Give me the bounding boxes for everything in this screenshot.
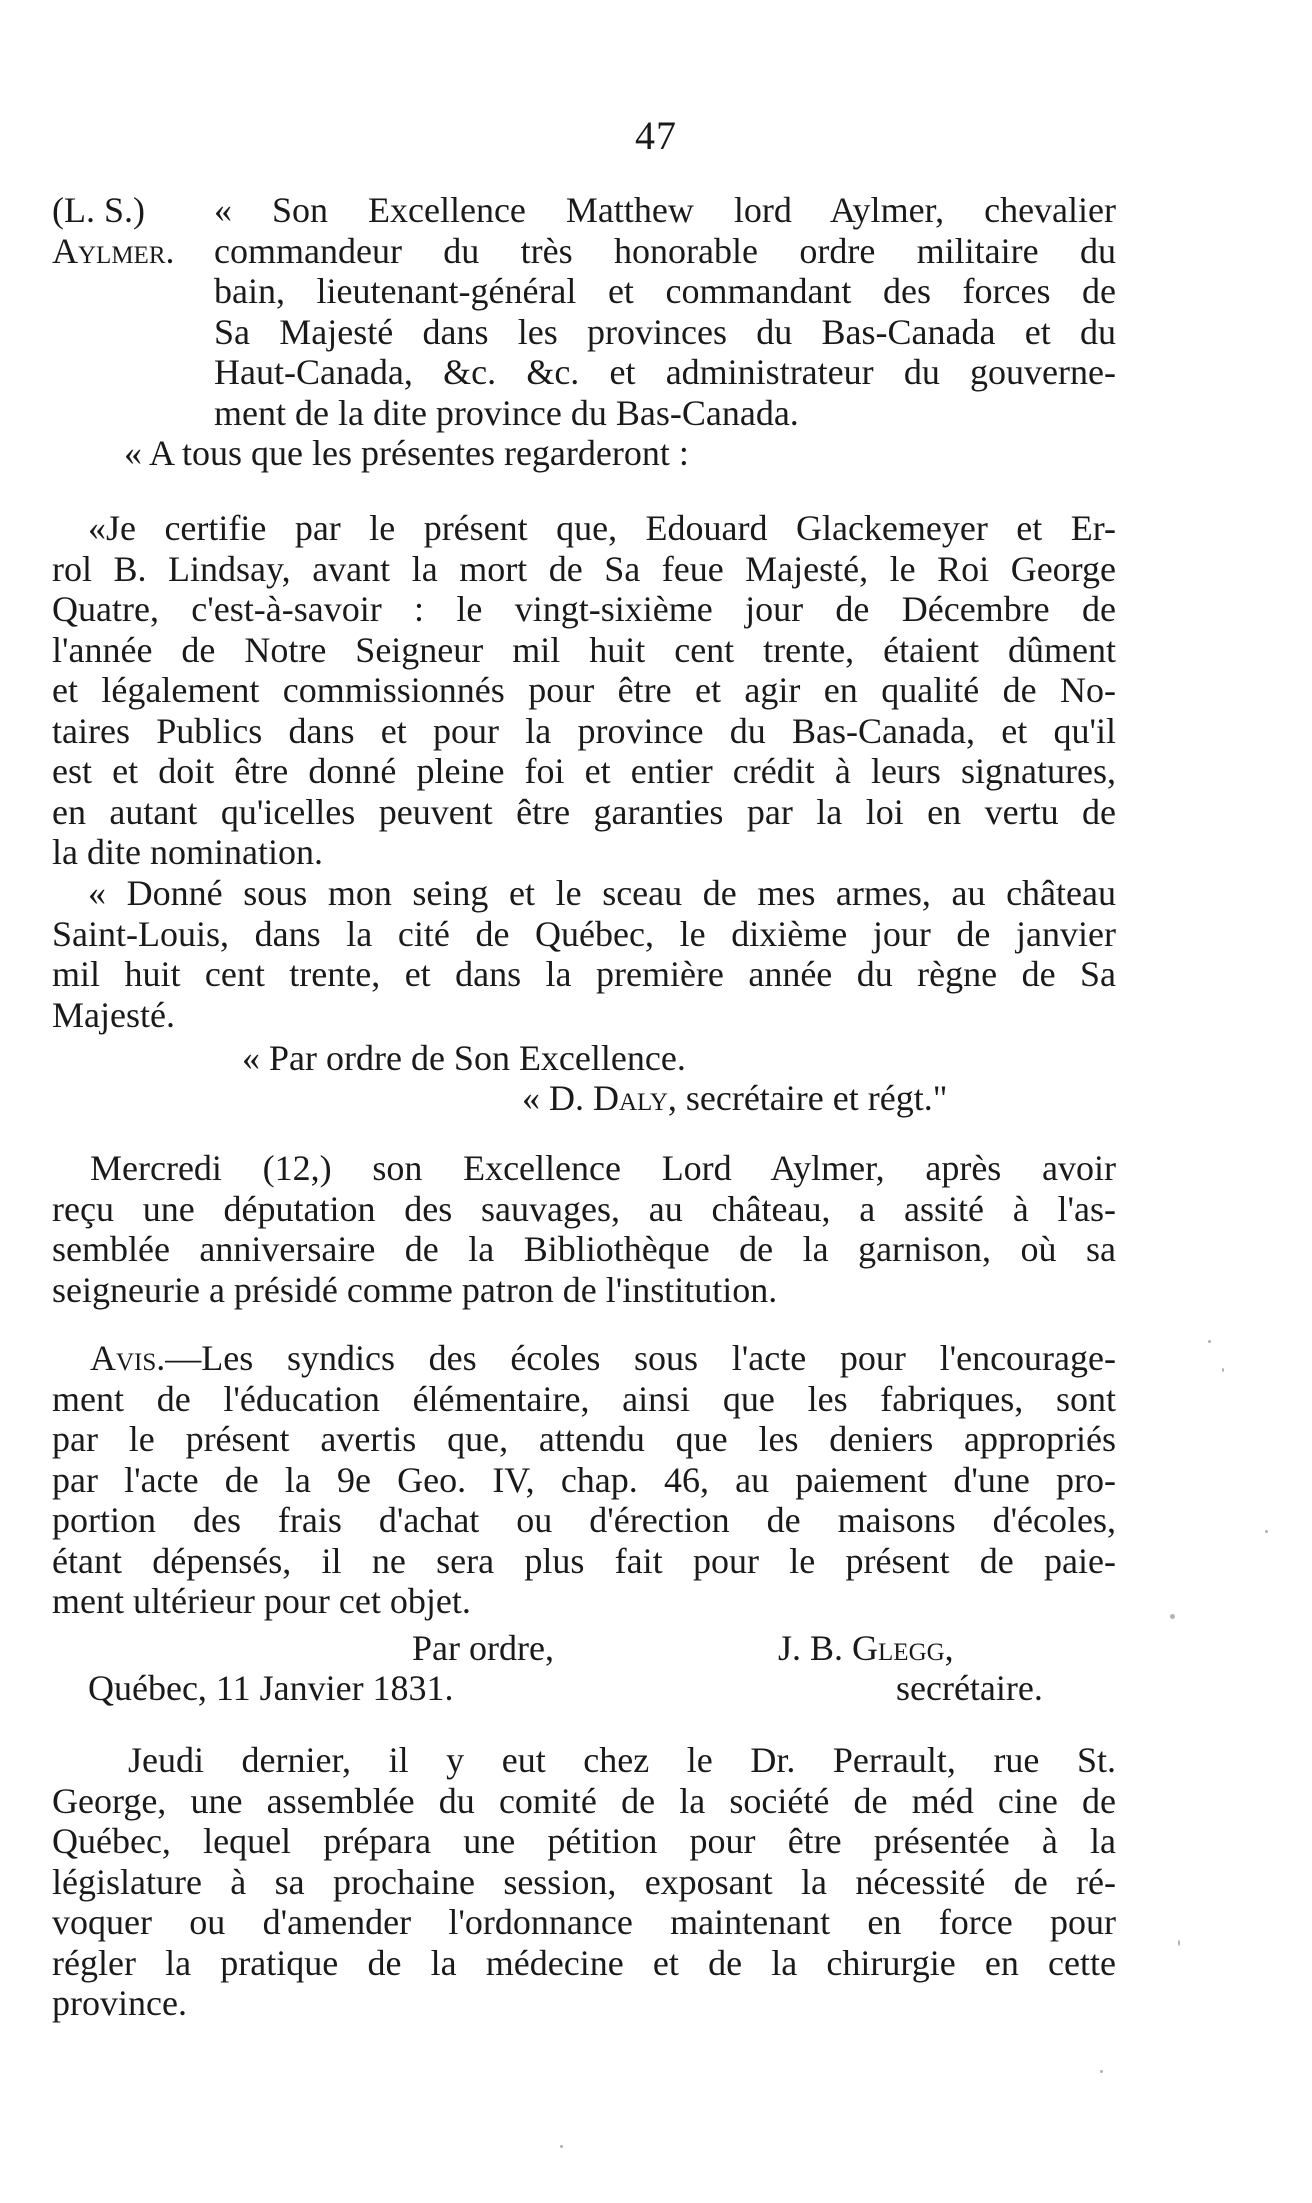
secretary-name: Daly, (593, 1078, 677, 1118)
news-line: province. (52, 1983, 187, 2023)
certification-line: la dite nomination. (52, 832, 323, 872)
secretary-signature (522, 1078, 947, 1118)
notice-line: par le présent avertis que, attendu que les deniers appropriés (52, 1419, 1116, 1459)
certification-line: rol B. Lindsay, avant la mort de Sa feue Majesté, le Roi George (52, 548, 1116, 589)
given-line: Majesté. (52, 994, 175, 1035)
certification-line: en autant qu'icelles peuvent être garanties par la loi en vertu de (52, 791, 1116, 832)
proclamation-line (52, 433, 1116, 474)
scan-speck (1100, 2070, 1103, 2073)
page-number: 47 (635, 113, 677, 158)
news-line: régler la pratique de la médecine et de la chirurgie en cette (52, 1942, 1116, 1983)
notice-place-date: Québec, 11 Janvier 1831. (88, 1668, 454, 1708)
notice-signer-initials: J. B. (778, 1628, 853, 1668)
notice-first-line-rest: —Les syndics des écoles sous l'acte pour l'encourage- (165, 1338, 1116, 1378)
notice-signer-name: Glegg, (852, 1628, 954, 1668)
notice-line: par l'acte de la 9e Geo. IV, chap. 46, au paiement d'une pro- (52, 1459, 1116, 1500)
secretary-prefix: « D. (522, 1078, 593, 1118)
proclamation-line (52, 190, 1116, 231)
notice-by-order: Par ordre, (412, 1628, 554, 1668)
given-line: « Donné sous mon seing et le sceau de mes armes, au château (88, 873, 1116, 913)
scan-speck (1208, 1340, 1211, 1343)
notice-signer (778, 1628, 954, 1668)
news-line: Québec, lequel prépara une pétition pour être présentée à la (52, 1821, 1116, 1861)
proclamation-line (52, 312, 1116, 353)
news-line: voquer ou d'amender l'ordonnance maintenant en force pour (52, 1902, 1116, 1942)
notice-line: ment ultérieur pour cet objet. (52, 1581, 471, 1621)
proclamation-header-line: commandeur du très honorable ordre militaire du (214, 230, 1116, 271)
proclamation-line (52, 393, 1116, 434)
proclamation-header-line: bain, lieutenant-général et commandant des forces de (214, 271, 1116, 311)
secretary-suffix: secrétaire et régt." (676, 1078, 948, 1118)
news-line: législature à sa prochaine session, exposant la nécessité de ré- (52, 1861, 1116, 1902)
notice-paragraph (52, 1338, 1116, 1622)
news-line: Mercredi (12,) son Excellence Lord Aylmer, après avoir (90, 1148, 1116, 1188)
news-line: Jeudi dernier, il y eut chez le Dr. Perrault, rue St. (128, 1740, 1116, 1780)
scan-speck (1222, 1368, 1224, 1372)
signatory-name: Aylmer. (52, 230, 175, 271)
news-line: seigneurie a présidé comme patron de l'institution. (52, 1269, 778, 1310)
certification-line: Quatre, c'est-à-savoir : le vingt-sixième jour de Décembre de (52, 589, 1116, 629)
proclamation-address: « A tous que les présentes regarderont : (124, 433, 689, 473)
seal-label: (L. S.) (52, 190, 145, 230)
certification-line: et légalement commissionnés pour être et agir en qualité de No- (52, 670, 1116, 710)
notice-line: ment de l'éducation élémentaire, ainsi que les fabriques, sont (52, 1378, 1116, 1419)
scan-speck (1170, 1614, 1175, 1619)
given-line: Saint-Louis, dans la cité de Québec, le dixième jour de janvier (52, 913, 1116, 954)
news-line: semblée anniversaire de la Bibliothèque de la garnison, où sa (52, 1229, 1116, 1269)
certification-line: est et doit être donné pleine foi et entier crédit à leurs signatures, (52, 751, 1116, 791)
proclamation-header-line: Sa Majesté dans les provinces du Bas-Canada et du (214, 311, 1116, 352)
proclamation-header (52, 190, 1116, 474)
proclamation-line (52, 271, 1116, 312)
scan-speck (1178, 1940, 1180, 1946)
proclamation-line (52, 231, 1116, 272)
notice-line: portion des frais d'achat ou d'érection de maisons d'écoles, (52, 1500, 1116, 1540)
proclamation-header-line: Haut-Canada, &c. &c. et administrateur du gouverne- (214, 352, 1116, 392)
notice-signer-title: secrétaire. (896, 1668, 1043, 1708)
proclamation-header-line: « Son Excellence Matthew lord Aylmer, chevalier (214, 190, 1116, 230)
certification-line: l'année de Notre Seigneur mil huit cent trente, étaient dûment (52, 629, 1116, 670)
scan-speck (1265, 1530, 1268, 1533)
news-item-aylmer (52, 1148, 1116, 1310)
by-order-line: « Par ordre de Son Excellence. (242, 1038, 686, 1078)
certification-line: taires Publics dans et pour la province du Bas-Canada, et qu'il (52, 710, 1116, 751)
news-item-medical-society (52, 1740, 1116, 2024)
scan-speck (560, 2145, 563, 2148)
certification-line: «Je certifie par le présent que, Edouard Glackemeyer et Er- (88, 508, 1116, 548)
proclamation-line (52, 352, 1116, 393)
given-line: mil huit cent trente, et dans la première année du règne de Sa (52, 954, 1116, 994)
certification-paragraph (52, 508, 1116, 873)
notice-line: étant dépensés, il ne sera plus fait pour le présent de paie- (52, 1540, 1116, 1581)
news-line: George, une assemblée du comité de la société de méd cine de (52, 1780, 1116, 1821)
given-paragraph (52, 873, 1116, 1035)
notice-label: Avis. (90, 1338, 166, 1378)
notice-first-line (52, 1338, 1116, 1379)
news-line: reçu une députation des sauvages, au château, a assité à l'as- (52, 1188, 1116, 1229)
proclamation-header-line: ment de la dite province du Bas-Canada. (214, 392, 799, 433)
